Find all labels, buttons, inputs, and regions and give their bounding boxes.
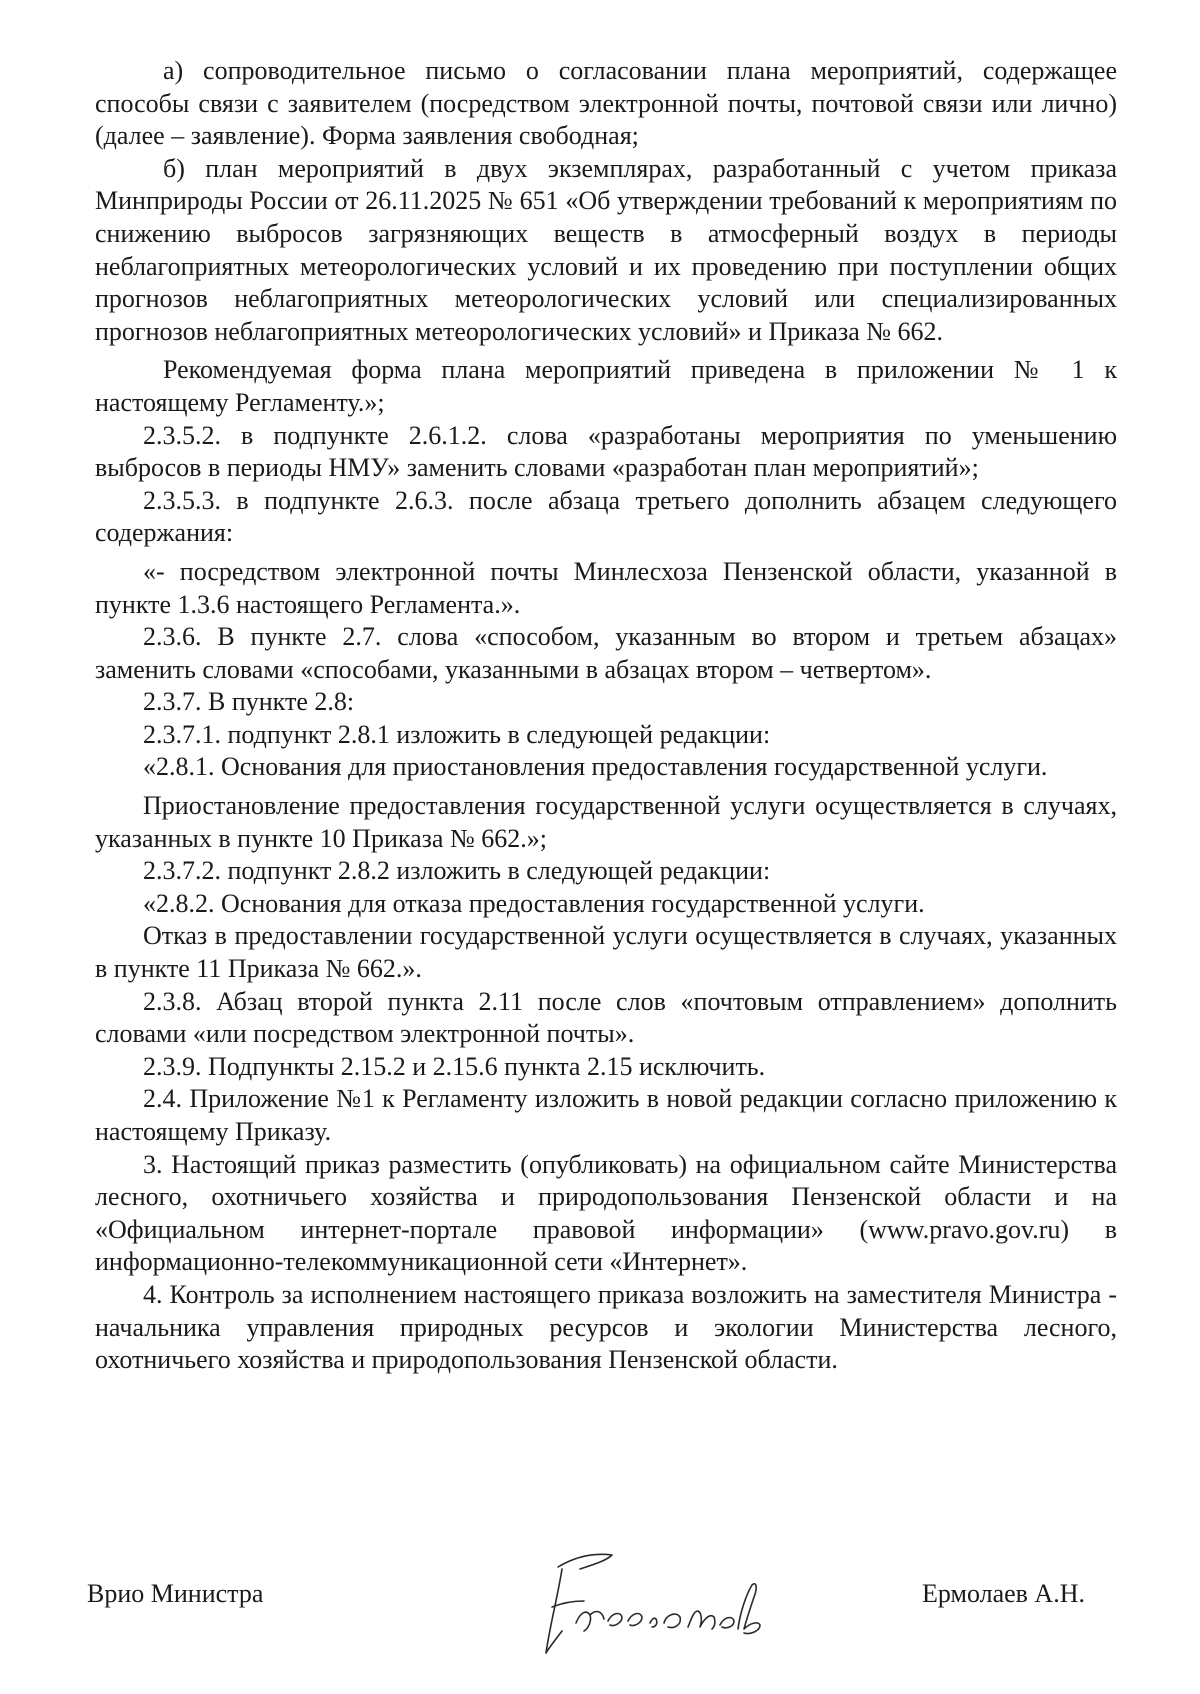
paragraph-2-3-6: 2.3.6. В пункте 2.7. слова «способом, указанным во втором и третьем абзацах» заменить словами «способами, указанными в абзацах втором – четвертом».	[95, 622, 1117, 684]
signatory-title: Врио Министра	[87, 1579, 264, 1608]
paragraph-email-insert: «- посредством электронной почты Минлесхоза Пензенской области, указанной в пункте 1.3.6 настоящего Регламента.».	[95, 556, 1117, 619]
paragraph-2-3-7-1: 2.3.7.1. подпункт 2.8.1 изложить в следующей редакции:	[143, 719, 771, 749]
paragraph-2-4: 2.4. Приложение №1 к Регламенту изложить в новой редакции согласно приложению к настоящему Приказу.	[95, 1084, 1117, 1146]
paragraph-2-3-7: 2.3.7. В пункте 2.8:	[143, 687, 355, 717]
paragraph-2-3-5-2: 2.3.5.2. в подпункте 2.6.1.2. слова «разработаны мероприятия по уменьшению выбросов в периоды НМУ» заменить словами «разработан план мероприятий»;	[95, 420, 1117, 483]
paragraph-recommended-form: Рекомендуемая форма плана мероприятий приведена в приложении № 1 к настоящему Регламенту.»;	[95, 355, 1117, 417]
paragraph-2-8-1: «2.8.1. Основания для приостановления предоставления государственной услуги.	[143, 752, 1048, 782]
paragraph-4: 4. Контроль за исполнением настоящего приказа возложить на заместителя Министра - начальника управления природных ресурсов и экологии Министерства лесного, охотничьего хозяйства и природопользования Пензенской области.	[95, 1279, 1117, 1375]
paragraph-item-b: б) план мероприятий в двух экземплярах, разработанный с учетом приказа Минприроды России от 26.11.2025 № 651 «Об утверждении требований к мероприятиям по снижению выбросов загрязняющих веществ в атмосферный воздух в периоды неблагоприятных метеорологических условий и их проведению при поступлении общих прогнозов неблагоприятных метеорологических условий или специализированных прогнозов неблагоприятных метеорологических условий» и Приказа № 662.	[95, 153, 1117, 346]
paragraph-3: 3. Настоящий приказ разместить (опубликовать) на официальном сайте Министерства лесного, охотничьего хозяйства и природопользования Пензенской области и на «Официальном интернет-портале правовой информации» (www.pravo.gov.ru) в информационно-телекоммуникационной сети «Интернет».	[95, 1149, 1117, 1277]
signatory-name: Ермолаев А.Н.	[922, 1579, 1085, 1608]
paragraph-item-a: а) сопроводительное письмо о согласовании плана мероприятий, содержащее способы связи с заявителем (посредством электронной почты, почтовой связи или лично) (далее – заявление). Форма заявления свободная;	[95, 56, 1117, 151]
paragraph-2-3-9: 2.3.9. Подпункты 2.15.2 и 2.15.6 пункта 2.15 исключить.	[143, 1051, 766, 1081]
document-body	[95, 55, 1117, 1377]
paragraph-2-3-5-3: 2.3.5.3. в подпункте 2.6.3. после абзаца третьего дополнить абзацем следующего содержания:	[95, 485, 1117, 548]
paragraph-refusal: Отказ в предоставлении государственной услуги осуществляется в случаях, указанных в пункте 11 Приказа № 662.».	[95, 921, 1117, 984]
paragraph-2-8-2: «2.8.2. Основания для отказа предоставления государственной услуги.	[143, 888, 925, 918]
paragraph-2-3-7-2: 2.3.7.2. подпункт 2.8.2 изложить в следующей редакции:	[143, 856, 771, 886]
handwritten-signature	[500, 1525, 780, 1665]
paragraph-2-3-8: 2.3.8. Абзац второй пункта 2.11 после слов «почтовым отправлением» дополнить словами «или посредством электронной почты».	[95, 986, 1117, 1049]
paragraph-suspension: Приостановление предоставления государственной услуги осуществляется в случаях, указанных в пункте 10 Приказа № 662.»;	[95, 791, 1117, 853]
